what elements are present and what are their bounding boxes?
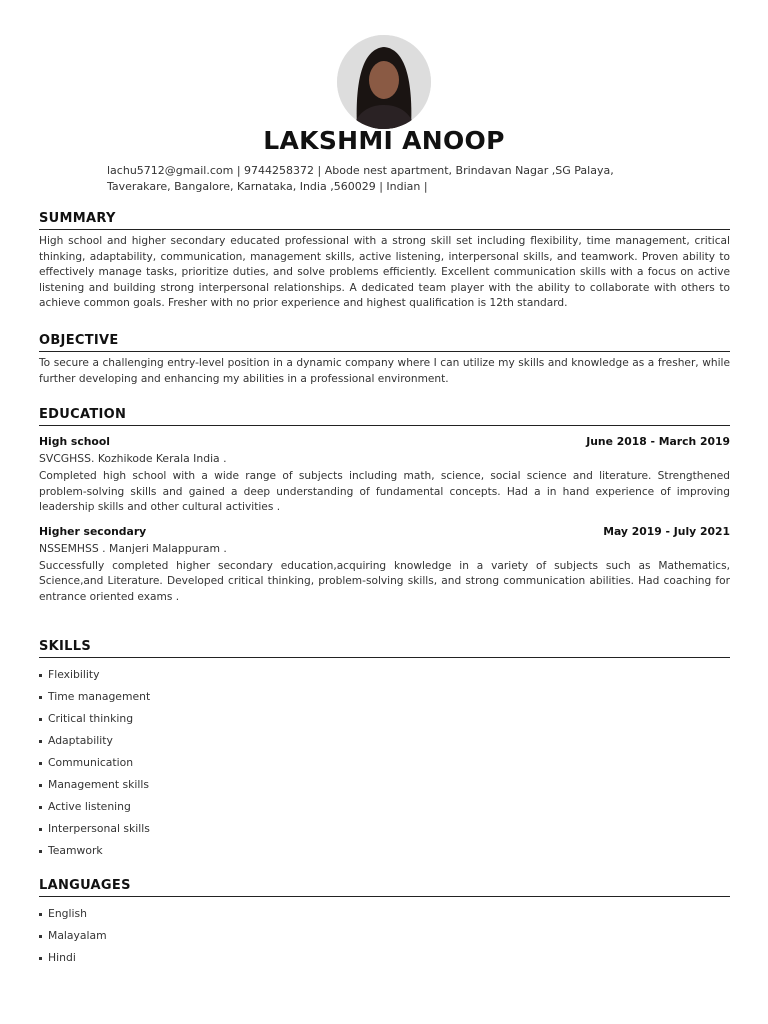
languages-section	[39, 878, 730, 969]
languages-list	[39, 903, 730, 969]
list-item	[39, 947, 730, 969]
list-item	[39, 686, 730, 708]
list-item	[39, 708, 730, 730]
list-item	[39, 774, 730, 796]
education-item	[39, 435, 730, 516]
bullet-icon	[39, 806, 42, 809]
objective-text: To secure a challenging entry-level position in a dynamic company where I can utilize my skills and knowledge as a fresher, while further developing and enhancing my abilities in a professional environment.	[39, 357, 730, 385]
contact-info	[107, 163, 667, 195]
bullet-icon	[39, 957, 42, 960]
bullet-icon	[39, 913, 42, 916]
skills-section	[39, 639, 730, 862]
section-heading: EDUCATION	[39, 407, 730, 426]
list-item	[39, 818, 730, 840]
bullet-icon	[39, 674, 42, 677]
section-heading: LANGUAGES	[39, 878, 730, 897]
bullet-icon	[39, 935, 42, 938]
institution: NSSEMHSS . Manjeri Malappuram .	[39, 541, 227, 555]
institution: SVCGHSS. Kozhikode Kerala India .	[39, 452, 227, 465]
contact-line: lachu5712@gmail.com | 9744258372 | Abode nest apartment, Brindavan Nagar ,SG Palaya,	[107, 164, 614, 177]
degree: Higher secondary	[39, 524, 147, 538]
bullet-icon	[39, 784, 42, 787]
language: Malayalam	[48, 929, 107, 942]
bullet-icon	[39, 762, 42, 765]
skills-list	[39, 664, 730, 862]
section-heading: OBJECTIVE	[39, 333, 730, 352]
skill: Flexibility	[48, 668, 100, 681]
skill: Interpersonal skills	[48, 822, 150, 835]
bullet-icon	[39, 718, 42, 721]
list-item	[39, 903, 730, 925]
list-item	[39, 664, 730, 686]
education-description: Completed high school with a wide range of subjects including math, science, social science and literature. Strengthened problem-solving skills and gained a deep understanding of fundamental concepts. Had a in hand experience of improving leadership skills and other cultural activities .	[39, 470, 730, 514]
bullet-icon	[39, 850, 42, 853]
section-heading: SKILLS	[39, 639, 730, 658]
degree: High school	[39, 435, 110, 448]
dates: June 2018 - March 2019	[586, 435, 730, 448]
bullet-icon	[39, 696, 42, 699]
education-item	[39, 525, 730, 606]
education-description: Successfully completed higher secondary education,acquiring knowledge in a variety of subjects such as Mathematics, Science,and Literature. Developed critical thinking, problem-solving skills, and strong communication abilities. Had coaching for entrance oriented exams .	[39, 559, 730, 603]
skill: Critical thinking	[48, 712, 134, 725]
skill: Management skills	[48, 778, 150, 791]
list-item	[39, 925, 730, 947]
objective-section	[39, 333, 730, 387]
bullet-icon	[39, 828, 42, 831]
language: English	[48, 907, 87, 920]
list-item	[39, 796, 730, 818]
skill: Active listening	[48, 800, 131, 813]
bullet-icon	[39, 740, 42, 743]
list-item	[39, 840, 730, 862]
skill: Adaptability	[48, 734, 113, 747]
section-heading: SUMMARY	[39, 211, 730, 230]
skill: Communication	[48, 756, 134, 769]
skill: Teamwork	[48, 844, 103, 857]
summary-text: High school and higher secondary educated professional with a strong skill set including flexibility, time management, critical thinking, adaptability, communication, management skills, active listening, interpersonal skills, and teamwork. Proven ability to effectively manage tasks, prioritize duties, and solve problems efficiently. Excellent communication skills with a focus on active listening and building strong interpersonal relationships. A dedicated team player with the ability to collaborate with others to achieve common goals. Fresher with no prior experience and highest qualification is 12th standard.	[39, 235, 730, 310]
list-item	[39, 730, 730, 752]
list-item	[39, 752, 730, 774]
education-section	[39, 407, 730, 606]
summary-section	[39, 211, 730, 312]
skill: Time management	[48, 690, 151, 703]
profile-photo	[337, 35, 431, 129]
candidate-name: LAKSHMI ANOOP	[263, 126, 505, 155]
dates: May 2019 - July 2021	[603, 524, 730, 538]
language: Hindi	[48, 951, 76, 964]
contact-line: Taverakare, Bangalore, Karnataka, India ,560029 | Indian |	[107, 180, 428, 193]
